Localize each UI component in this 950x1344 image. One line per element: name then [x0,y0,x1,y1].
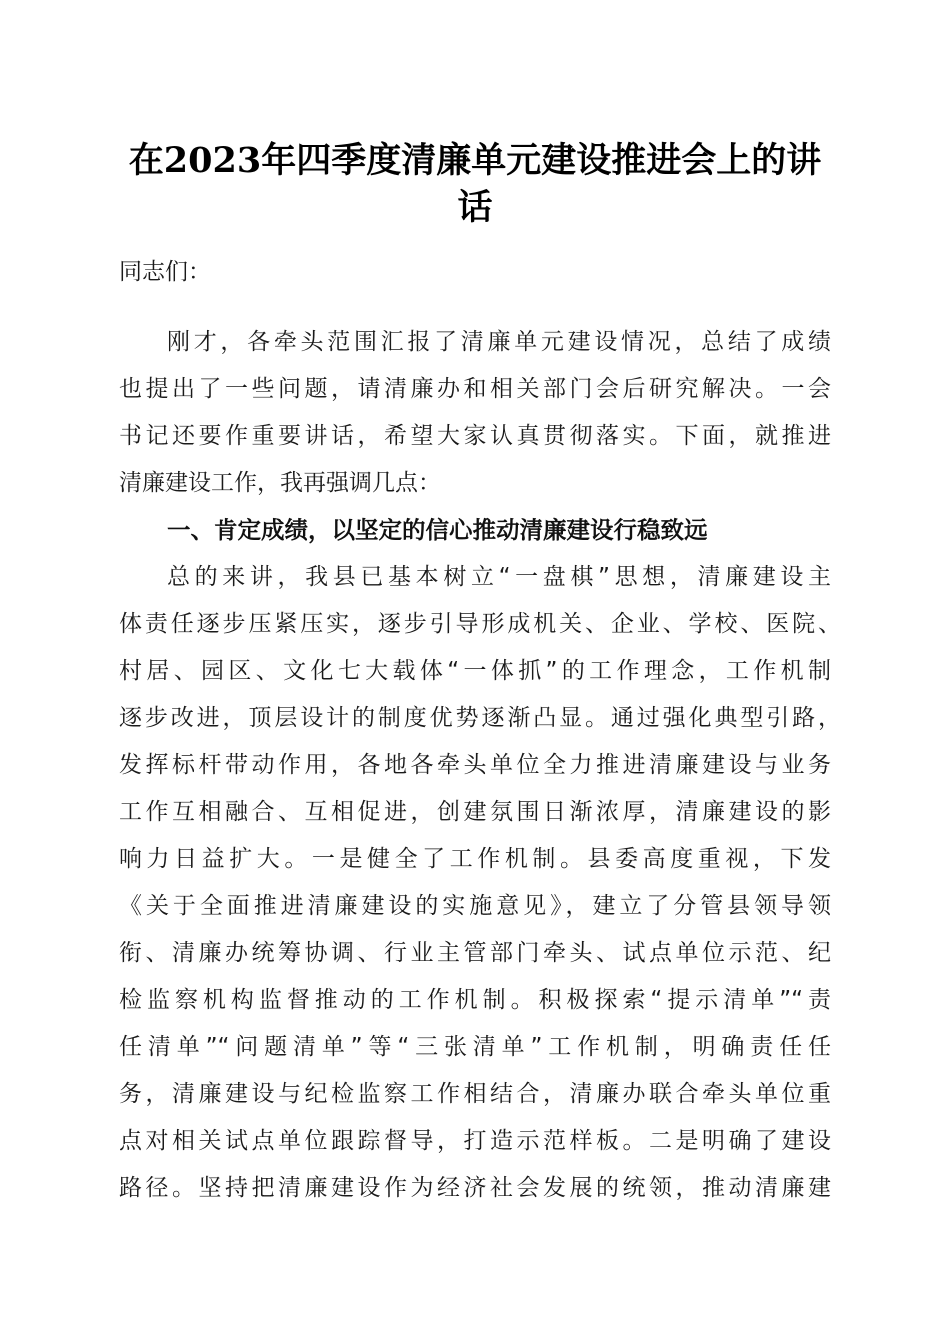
paragraph-line: 任清单”“问题清单”等“三张清单”工作机制，明确责任任 [119,1034,831,1060]
paragraph-line: 点对相关试点单位跟踪督导，打造示范样板。二是明确了建设 [119,1128,831,1154]
document-title-line-2: 话 [457,187,493,228]
document-title-line-1: 在2023年四季度清廉单元建设推进会上的讲 [128,140,822,181]
paragraph-line: 逐步改进，顶层设计的制度优势逐渐凸显。通过强化典型引路， [119,705,841,731]
paragraph-line: 村居、园区、文化七大载体“一体抓”的工作理念，工作机制 [119,658,831,684]
paragraph-line: 衔、清廉办统筹协调、行业主管部门牵头、试点单位示范、纪 [119,940,831,966]
paragraph-line: 刚才，各牵头范围汇报了清廉单元建设情况，总结了成绩 [167,329,831,355]
paragraph-line: 《关于全面推进清廉建设的实施意见》，建立了分管县领导领 [119,893,831,919]
paragraph-line: 工作互相融合、互相促进，创建氛围日渐浓厚，清廉建设的影 [119,799,831,825]
paragraph-line: 书记还要作重要讲话，希望大家认真贯彻落实。下面，就推进 [119,423,831,449]
paragraph-line: 也提出了一些问题，请清廉办和相关部门会后研究解决。一会 [119,376,831,402]
paragraph-line: 总的来讲，我县已基本树立“一盘棋”思想，清廉建设主 [167,564,831,590]
paragraph-line: 响力日益扩大。一是健全了工作机制。县委高度重视，下发 [119,846,831,872]
paragraph-line: 发挥标杆带动作用，各地各牵头单位全力推进清廉建设与业务 [119,752,831,778]
paragraph-line: 检监察机构监督推动的工作机制。积极探索“提示清单”“责 [119,987,831,1013]
paragraph-line: 体责任逐步压紧压实，逐步引导形成机关、企业、学校、医院、 [119,611,841,637]
paragraph-line: 清廉建设工作，我再强调几点： [119,470,441,496]
section-heading: 一、肯定成绩，以坚定的信心推动清廉建设行稳致远 [167,516,708,544]
paragraph-line: 路径。坚持把清廉建设作为经济社会发展的统领，推动清廉建 [119,1175,831,1201]
paragraph-line: 务，清廉建设与纪检监察工作相结合，清廉办联合牵头单位重 [119,1081,831,1107]
salutation: 同志们： [119,259,211,285]
